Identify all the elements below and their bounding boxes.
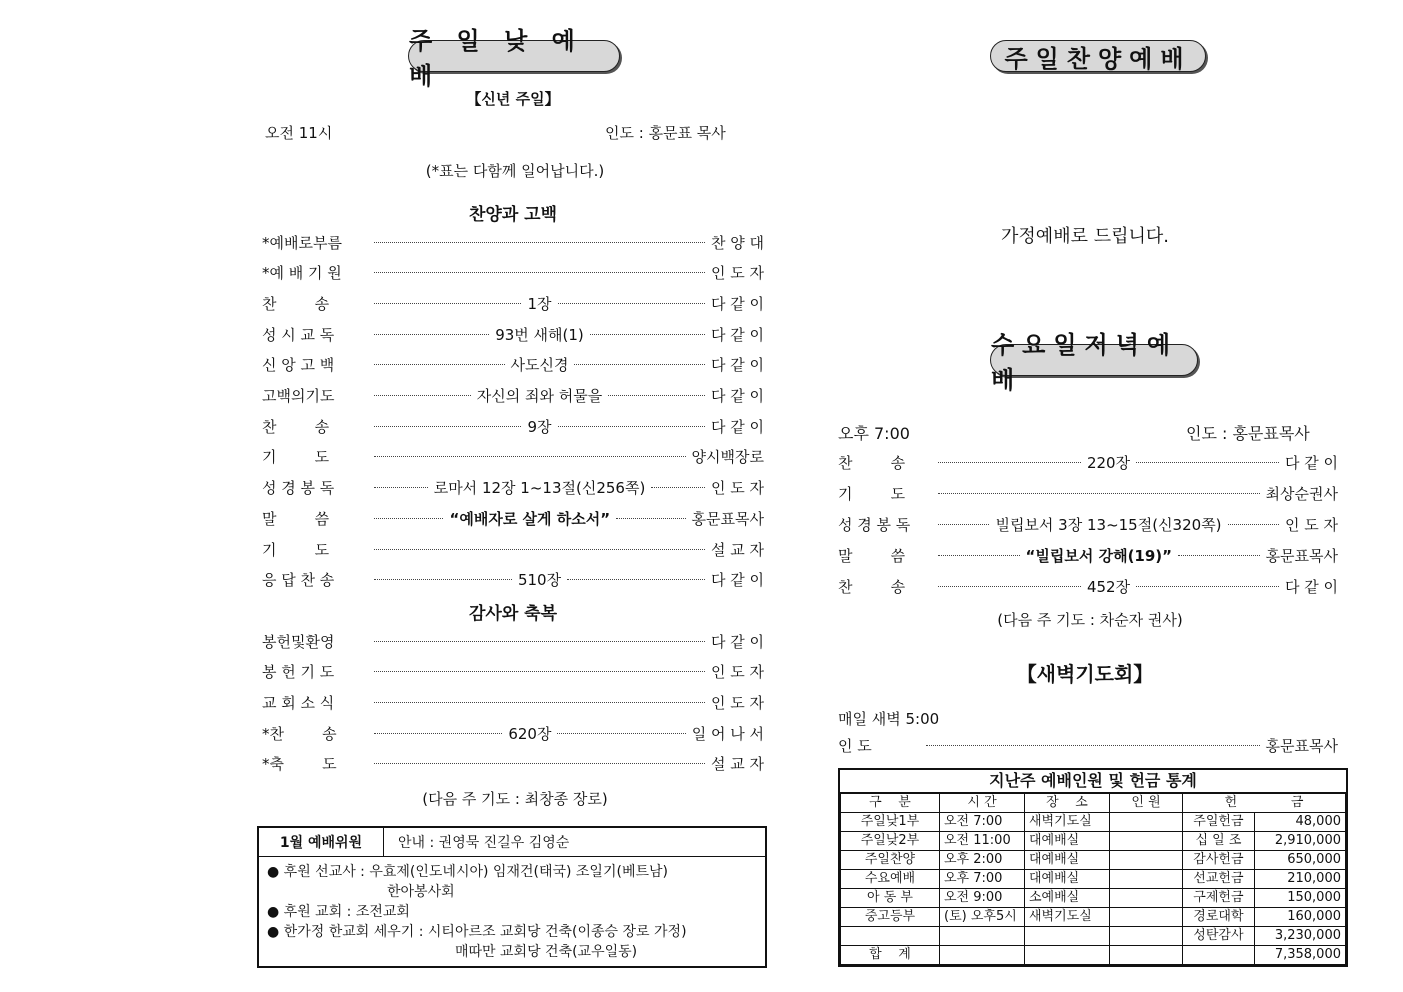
stats-row: [841, 889, 1346, 908]
leader-dots: [938, 462, 1081, 463]
order-content: 93번 새해(1): [495, 325, 584, 344]
order-row: [262, 538, 764, 560]
leader-dots: [374, 242, 705, 243]
sunday-leader: 인도 : 홍문표 목사: [605, 124, 726, 142]
stats-total-value: 7,358,000: [1254, 946, 1345, 965]
order-role: 홍문표목사: [1265, 547, 1339, 566]
order-role: 최상순권사: [1265, 484, 1338, 503]
order-role: 인 도 자: [710, 264, 764, 283]
order-content: 510장: [517, 571, 562, 590]
stats-empty-cell: [1110, 946, 1183, 965]
leader-dots: [374, 763, 705, 764]
order-role: 인 도 자: [711, 479, 765, 498]
order-content: 자신의 죄와 허물을: [476, 387, 603, 405]
leader-dots: [374, 426, 521, 427]
order-role: 홍문표목사: [691, 509, 764, 528]
leader-dots: [616, 518, 685, 519]
order-row: [262, 753, 764, 775]
stats-cell: [1110, 889, 1183, 908]
order-label: *예 배 기 원: [262, 264, 342, 283]
dawn-prayer-title: 【새벽기도회】: [1016, 662, 1154, 686]
support-church: ● 후원 교회 : 조전교회: [267, 904, 410, 920]
support-missionary-cont: 한아봉사회: [387, 884, 455, 900]
stats-cell: 새벽기도실: [1025, 813, 1110, 832]
stats-cell: [1110, 927, 1183, 946]
order-label: 찬 송: [262, 417, 330, 436]
order-row: [838, 545, 1338, 567]
stats-empty-cell: [1025, 946, 1110, 965]
stats-cell: 오후 7:00: [940, 870, 1025, 889]
stats-cell: [1110, 851, 1183, 870]
order-row: [262, 691, 764, 713]
stats-header-row: [841, 794, 1346, 813]
stats-cell: 아 동 부: [841, 889, 940, 908]
leader-dots: [557, 733, 685, 734]
stats-cell: [1110, 832, 1183, 851]
stats-row: [841, 851, 1346, 870]
stats-title: 지난주 예배인원 및 헌금 통계: [840, 770, 1346, 793]
stats-cell: 주일낮2부: [841, 832, 940, 851]
standing-note: (*표는 다함께 일어납니다.): [425, 162, 605, 180]
stats-header-cell: 장 소: [1025, 794, 1110, 813]
wednesday-time: 오후 7:00: [838, 424, 910, 443]
order-role: 다 같 이: [1285, 453, 1339, 472]
order-role: 인 도 자: [1284, 515, 1338, 534]
stats-cell: [1110, 908, 1183, 927]
order-content: “빌립보서 강해(19)”: [1025, 547, 1173, 566]
stats-cell: 오전 9:00: [940, 889, 1025, 908]
order-row: [262, 630, 764, 652]
order-label: 말 씀: [262, 509, 330, 528]
leader-dots: [1136, 586, 1279, 587]
leader-dots: [374, 456, 686, 457]
order-label: 교 회 소 식: [262, 693, 335, 712]
stats-cell: 160,000: [1254, 908, 1345, 927]
stats-cell: 대예배실: [1025, 851, 1110, 870]
order-row: [262, 262, 764, 284]
stats-header-cell: 인 원: [1110, 794, 1183, 813]
stats-cell: 감사헌금: [1183, 851, 1255, 870]
stats-cell: [1110, 813, 1183, 832]
order-row: [262, 415, 764, 437]
order-content: 로마서 12장 1~13절(신256쪽): [433, 479, 646, 498]
order-content: 빌립보서 3장 13~15절(신320쪽): [995, 515, 1222, 534]
wednesday-leader: 인도 : 홍문표목사: [1186, 424, 1310, 443]
order-role: 인 도 자: [710, 663, 764, 682]
order-content: “예배자로 살게 하소서”: [449, 509, 611, 528]
leader-dots: [374, 395, 471, 396]
leader-dots: [1228, 524, 1279, 525]
stats-cell: 650,000: [1254, 851, 1345, 870]
stats-row: [841, 813, 1346, 832]
order-row: [262, 722, 764, 744]
order-label: 봉 헌 기 도: [262, 663, 335, 682]
dawn-time: 매일 새벽 5:00: [838, 710, 940, 728]
order-label: 성 경 봉 독: [838, 515, 911, 534]
stats-table: [840, 793, 1346, 965]
leader-dots: [938, 524, 989, 525]
stats-cell: 주일찬양: [841, 851, 940, 870]
stats-table-wrap: [838, 768, 1348, 967]
leader-dots: [374, 733, 502, 734]
wednesday-next-prayer: (다음 주 기도 : 차순자 권사): [997, 611, 1183, 629]
stats-cell: [1025, 927, 1110, 946]
section-praise-confession-title: 찬양과 고백: [468, 205, 558, 225]
order-label: 기 도: [262, 448, 330, 467]
stats-cell: 소예배실: [1025, 889, 1110, 908]
leader-dots: [567, 579, 705, 580]
order-label: 기 도: [838, 484, 906, 503]
leader-dots: [374, 272, 705, 273]
order-role: 설 교 자: [710, 755, 764, 774]
leader-dots: [651, 487, 705, 488]
order-content: 620장: [508, 724, 552, 743]
stats-cell: [1110, 870, 1183, 889]
stats-cell: 경로대학: [1183, 908, 1255, 927]
dawn-leader-row: [838, 734, 1338, 756]
order-label: 신 앙 고 백: [262, 356, 335, 375]
leader-dots: [374, 518, 443, 519]
stats-total-row: [841, 946, 1346, 965]
order-label: 말 씀: [838, 547, 906, 566]
stats-row: [841, 870, 1346, 889]
dawn-leader-label: 인 도: [838, 736, 872, 755]
order-role: 다 같 이: [1285, 578, 1339, 597]
sunday-subtitle: 【신년 주일】: [466, 90, 560, 108]
dawn-leader-name: 홍문표목사: [1265, 736, 1338, 755]
leader-dots: [1136, 462, 1279, 463]
sunday-time: 오전 11시: [265, 124, 333, 142]
stats-cell: 오전 7:00: [940, 813, 1025, 832]
stats-cell: 선교헌금: [1183, 870, 1255, 889]
leader-dots: [926, 745, 1260, 746]
leader-dots: [374, 334, 489, 335]
stats-header-cell: 헌 금: [1183, 794, 1346, 813]
leader-dots: [374, 303, 521, 304]
leader-dots: [608, 395, 705, 396]
leader-dots: [374, 702, 705, 703]
order-label: 찬 송: [262, 294, 330, 313]
stats-cell: 대예배실: [1025, 870, 1110, 889]
committee-box: [257, 826, 767, 968]
leader-dots: [938, 586, 1081, 587]
order-content: 9장: [527, 417, 552, 436]
stats-header-cell: 시 간: [940, 794, 1025, 813]
sunday-service-title: 주 일 낮 예 배: [408, 40, 620, 72]
stats-cell: 성탄감사: [1183, 927, 1255, 946]
leader-dots: [938, 555, 1020, 556]
order-row: [262, 385, 764, 407]
order-role: 다 같 이: [710, 294, 764, 313]
stats-row: [841, 832, 1346, 851]
stats-row: [841, 927, 1346, 946]
leader-dots: [374, 487, 428, 488]
stats-header-cell: 구 분: [841, 794, 940, 813]
order-row: [838, 482, 1338, 504]
order-row: [262, 661, 764, 683]
order-row: [262, 292, 764, 314]
order-role: 다 같 이: [710, 632, 764, 651]
stats-cell: [841, 927, 940, 946]
order-role: 찬 양 대: [710, 233, 764, 252]
order-role: 일 어 나 서: [691, 724, 765, 743]
stats-cell: [940, 927, 1025, 946]
order-label: *찬 송: [262, 724, 337, 743]
stats-empty-cell: [1183, 946, 1255, 965]
sunday-next-prayer: (다음 주 기도 : 최창종 장로): [422, 790, 608, 808]
order-label: 성 시 교 독: [262, 325, 335, 344]
order-row: [838, 451, 1338, 473]
one-family-church: ● 한가정 한교회 세우기 : 시티아르조 교회당 건축(이종승 장로 가정): [267, 924, 687, 940]
stats-cell: 대예배실: [1025, 832, 1110, 851]
stats-empty-cell: [940, 946, 1025, 965]
stats-cell: 수요예배: [841, 870, 940, 889]
order-role: 설 교 자: [710, 540, 764, 559]
stats-cell: 십 일 조: [1183, 832, 1255, 851]
stats-row: [841, 908, 1346, 927]
praise-service-text: 가정예배로 드립니다.: [1001, 226, 1169, 247]
order-row: [838, 576, 1338, 598]
order-row: [262, 507, 764, 529]
order-content: 452장: [1086, 578, 1131, 597]
order-row: [262, 446, 764, 468]
stats-cell: 3,230,000: [1254, 927, 1345, 946]
order-row: [262, 354, 764, 376]
committee-label: 1월 예배위원: [259, 828, 384, 857]
order-label: 고백의기도: [262, 387, 335, 405]
order-role: 다 같 이: [711, 571, 765, 590]
order-role: 다 같 이: [710, 325, 764, 344]
order-row: [262, 323, 764, 345]
stats-cell: 주일낮1부: [841, 813, 940, 832]
stats-cell: 중고등부: [841, 908, 940, 927]
order-label: 봉헌및환영: [262, 632, 335, 651]
stats-cell: 새벽기도실: [1025, 908, 1110, 927]
order-row: [262, 569, 764, 591]
order-label: 기 도: [262, 540, 330, 559]
leader-dots: [374, 549, 705, 550]
support-missionary: ● 후원 선교사 : 우효제(인도네시아) 임재건(태국) 조일기(베트남): [267, 864, 668, 880]
order-content: 1장: [527, 294, 552, 313]
order-label: *예배로부름: [262, 233, 342, 252]
leader-dots: [558, 303, 705, 304]
stats-cell: 210,000: [1254, 870, 1345, 889]
stats-cell: 구제헌금: [1183, 889, 1255, 908]
section-thanks-blessing-title: 감사와 축복: [468, 604, 558, 624]
order-row: [262, 477, 764, 499]
stats-cell: 오후 2:00: [940, 851, 1025, 870]
leader-dots: [374, 671, 705, 672]
stats-cell: 2,910,000: [1254, 832, 1345, 851]
order-role: 인 도 자: [710, 693, 764, 712]
usher-list: 안내 : 권영묵 진길우 김영순: [384, 828, 765, 857]
one-family-church-cont: 매따만 교회당 건축(교우일동): [455, 944, 638, 960]
order-content: 220장: [1086, 453, 1131, 472]
order-role: 다 같 이: [711, 387, 765, 405]
stats-cell: 주일헌금: [1183, 813, 1255, 832]
praise-service-title: 주일찬양예배: [990, 40, 1206, 72]
order-role: 양시백장로: [691, 448, 764, 467]
order-role: 다 같 이: [710, 417, 764, 436]
leader-dots: [558, 426, 705, 427]
leader-dots: [374, 641, 705, 642]
order-label: 성 경 봉 독: [262, 479, 335, 498]
order-content: 사도신경: [510, 356, 569, 375]
leader-dots: [938, 493, 1260, 494]
stats-cell: 150,000: [1254, 889, 1345, 908]
leader-dots: [1178, 555, 1260, 556]
order-label: 찬 송: [838, 453, 906, 472]
order-role: 다 같 이: [711, 356, 765, 375]
stats-cell: 48,000: [1254, 813, 1345, 832]
leader-dots: [374, 364, 505, 365]
stats-total-label: 합 계: [841, 946, 940, 965]
order-row: [838, 513, 1338, 535]
support-list: [267, 862, 687, 962]
wednesday-service-title: 수요일저녁예배: [990, 344, 1198, 376]
leader-dots: [374, 579, 512, 580]
order-label: *축 도: [262, 755, 337, 774]
leader-dots: [590, 334, 705, 335]
stats-cell: 오전 11:00: [940, 832, 1025, 851]
order-label: 응 답 찬 송: [262, 571, 335, 590]
leader-dots: [574, 364, 705, 365]
stats-cell: (토) 오후5시: [940, 908, 1025, 927]
order-label: 찬 송: [838, 578, 906, 597]
order-row: [262, 231, 764, 253]
